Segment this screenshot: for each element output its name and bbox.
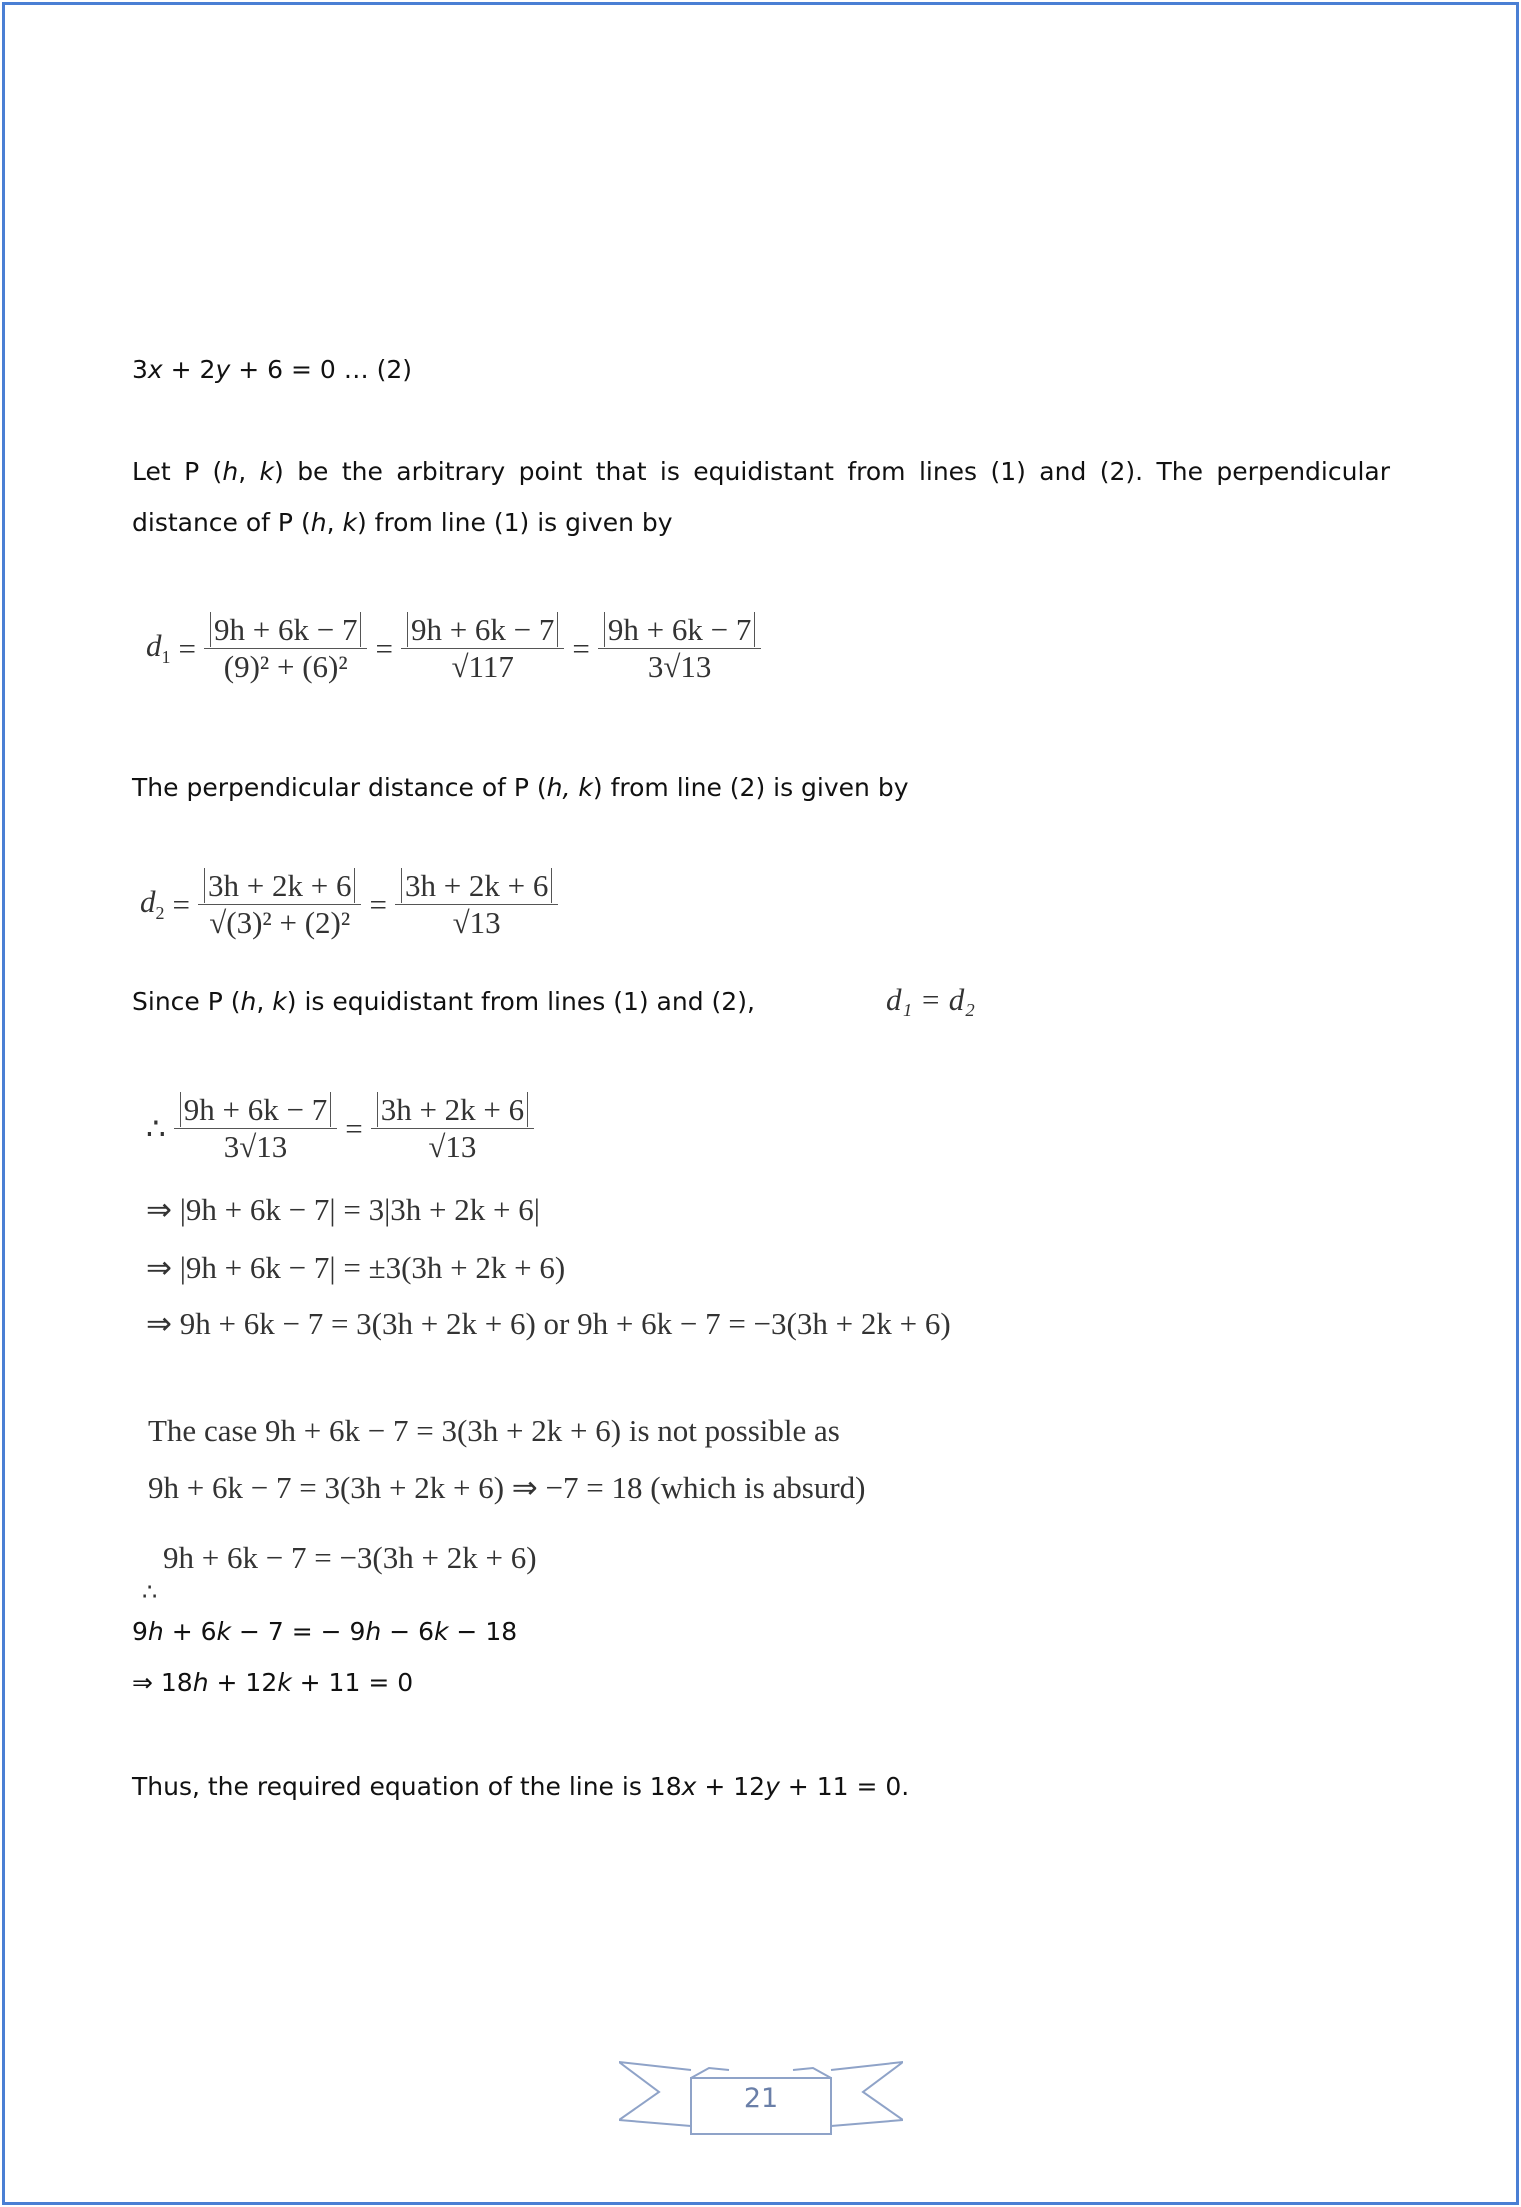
equation-d1: $d_1$ = $\frac{9h + 6k - 7}{\text{(9)² + (6)²}}$ = 9h + 6k − 7 √ 117 = $\frac{9h + 6k - 7}{3√ 13}$ [146,612,761,685]
step-ratio: ∴ $\frac{9h + 6k - 7}{3√ 13}$ = 3h + 2k + 6 √ 13 [146,1092,534,1165]
case-valid: 9h + 6k − 7 = −3(3h + 2k + 6) [163,1540,537,1575]
page-number: 21 [743,2083,779,2114]
paragraph-equidistant: Since P (h, k) is equidistant from lines (1) and (2), [132,987,755,1016]
equation-d2: $d_2$ = 3h + 2k + 6 √ (3)² + (2)² = 3h + 2k + 6 √ 13 [140,868,558,941]
paragraph-intro: Let P (h, k) be the arbitrary point that is equidistant from lines (1) and (2). The perpendicular distance of P (h, k) from line (1) is given by [132,457,1390,537]
step-3: ⇒ 9h + 6k − 7 = 3(3h + 2k + 6) or 9h + 6k − 7 = −3(3h + 2k + 6) [146,1306,951,1341]
conclusion: Thus, the required equation of the line is 18x + 12y + 11 = 0. [132,1772,910,1801]
step-1: ⇒ |9h + 6k − 7| = 3|3h + 2k + 6| [146,1192,540,1227]
case-statement: The case 9h + 6k − 7 = 3(3h + 2k + 6) is not possible as [148,1413,840,1448]
equation-d1-equals-d2: d₁ = d₂ [886,982,975,1017]
equation-line-2: 3x + 2y + 6 = 0 … (2) [132,355,413,384]
equation-simplified: 9h + 6k − 7 = − 9h − 6k − 18 [132,1617,518,1646]
step-2: ⇒ |9h + 6k − 7| = ±3(3h + 2k + 6) [146,1250,566,1285]
equation-result: ⇒ 18h + 12k + 11 = 0 [132,1668,414,1697]
paragraph-distance-line-2: The perpendicular distance of P (h, k) from line (2) is given by [132,773,909,802]
case-absurd: 9h + 6k − 7 = 3(3h + 2k + 6) ⇒ −7 = 18 (which is absurd) [148,1470,866,1505]
therefore-symbol: ∴ [142,1580,158,1606]
